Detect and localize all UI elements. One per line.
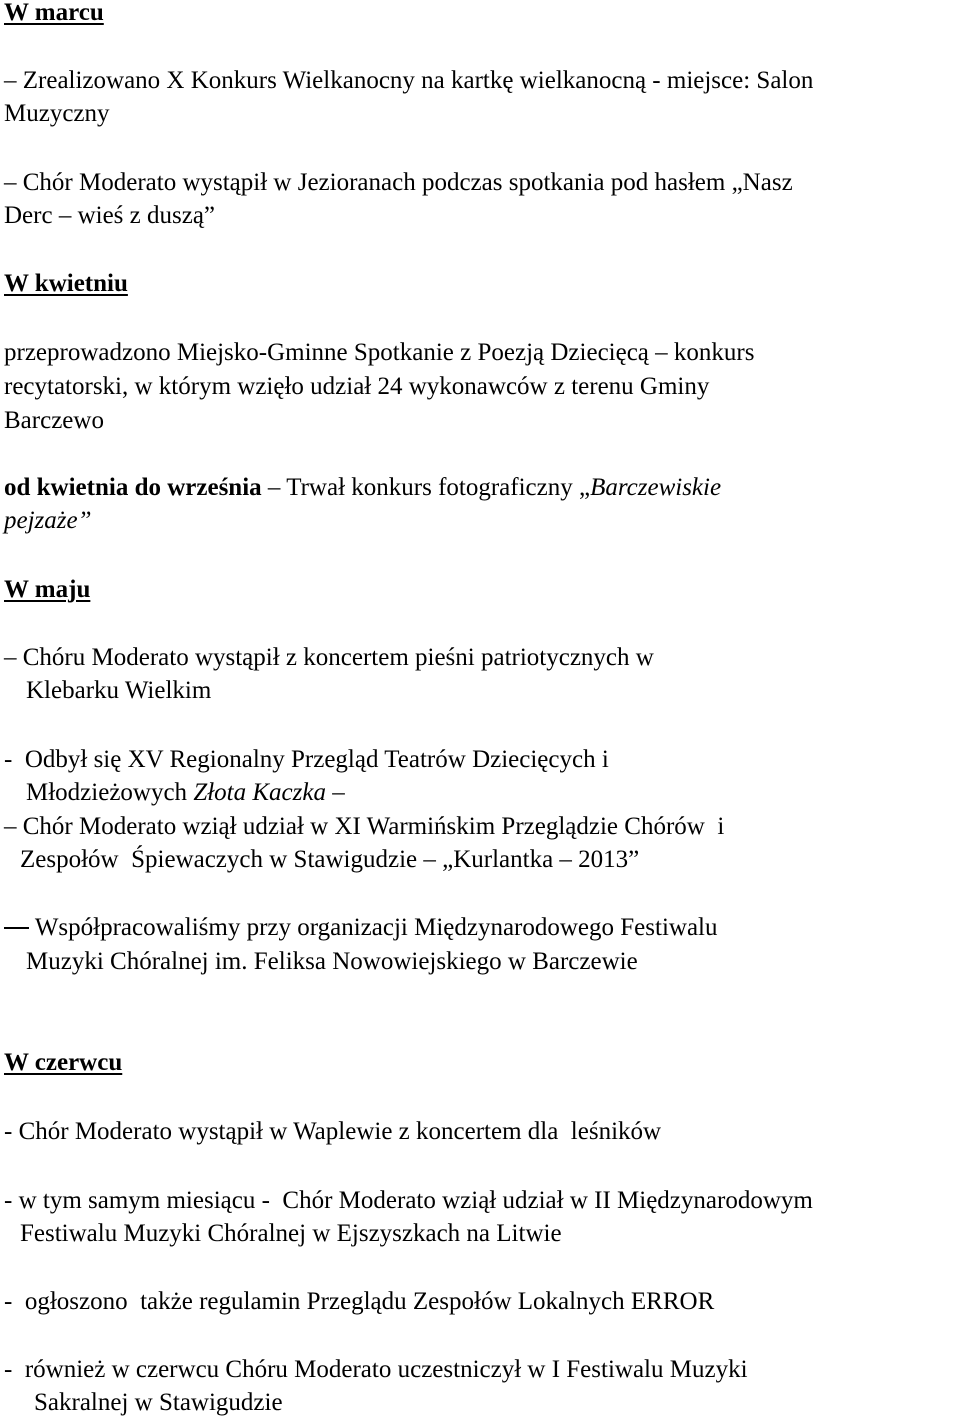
may-item-2-text: Młodzieżowych [26,779,194,806]
april-item-2-italic-1: Barczewiskie [590,474,722,501]
section-heading-june: W czerwcu [4,1049,123,1076]
march-item-2-line-1: – Chór Moderato wystąpił w Jezioranach podczas spotkania pod hasłem „Nasz [4,169,793,196]
march-item-2-line-2: Derc – wieś z duszą” [4,202,216,229]
april-item-2-text: – Trwał konkurs fotograficzny „ [267,474,591,501]
april-item-2-line-1 [4,473,721,503]
bullet-dash [4,927,29,929]
march-item-1-line-1: – Zrealizowano X Konkurs Wielkanocny na kartkę wielkanocną - miejsce: Salon [4,67,814,94]
june-item-4-line-1: - również w czerwcu Chóru Moderato uczestniczył w I Festiwalu Muzyki [4,1356,748,1383]
may-item-2-line-1: - Odbył się XV Regionalny Przegląd Teatrów Dziecięcych i [4,746,609,773]
june-item-4-line-2: Sakralnej w Stawigudzie [34,1389,283,1416]
section-heading-march: W marcu [4,0,104,26]
section-heading-may: W maju [4,576,91,603]
april-item-2-line-2: pejzaże” [4,507,92,534]
june-item-2-line-1: - w tym samym miesiącu - Chór Moderato wziął udział w II Międzynarodowym [4,1187,813,1214]
june-item-2-line-2: Festiwalu Muzyki Chóralnej w Ejszyszkach na Litwie [20,1220,562,1247]
may-item-2-line-2 [26,778,345,808]
may-item-3-line-1: – Chór Moderato wziął udział w XI Warmińskim Przeglądzie Chórów i [4,813,725,840]
april-item-1-line-3: Barczewo [4,407,104,434]
may-item-4-line-2: Muzyki Chóralnej im. Feliksa Nowowiejskiego w Barczewie [26,948,638,975]
april-item-2-bold: od kwietnia do września [4,474,262,501]
section-heading-april: W kwietniu [4,270,128,297]
june-item-1: - Chór Moderato wystąpił w Waplewie z koncertem dla leśników [4,1118,662,1145]
may-item-1-line-1: – Chóru Moderato wystąpił z koncertem pieśni patriotycznych w [4,644,654,671]
may-item-1-line-2: Klebarku Wielkim [26,677,212,704]
april-item-1-line-2: recytatorski, w którym wzięło udział 24 wykonawców z terenu Gminy [4,373,710,400]
june-item-3: - ogłoszono także regulamin Przeglądu Zespołów Lokalnych ERROR [4,1288,715,1315]
may-item-4-line-1 [4,913,718,943]
may-item-3-line-2: Zespołów Śpiewaczych w Stawigudzie – „Kurlantka – 2013” [20,846,640,873]
may-item-4-text: Współpracowaliśmy przy organizacji Międzynarodowego Festiwalu [34,914,718,941]
may-item-2-italic: Złota Kaczka – [193,779,345,806]
april-item-1-line-1: przeprowadzono Miejsko-Gminne Spotkanie z Poezją Dziecięcą – konkurs [4,339,755,366]
march-item-1-line-2: Muzyczny [4,100,110,127]
